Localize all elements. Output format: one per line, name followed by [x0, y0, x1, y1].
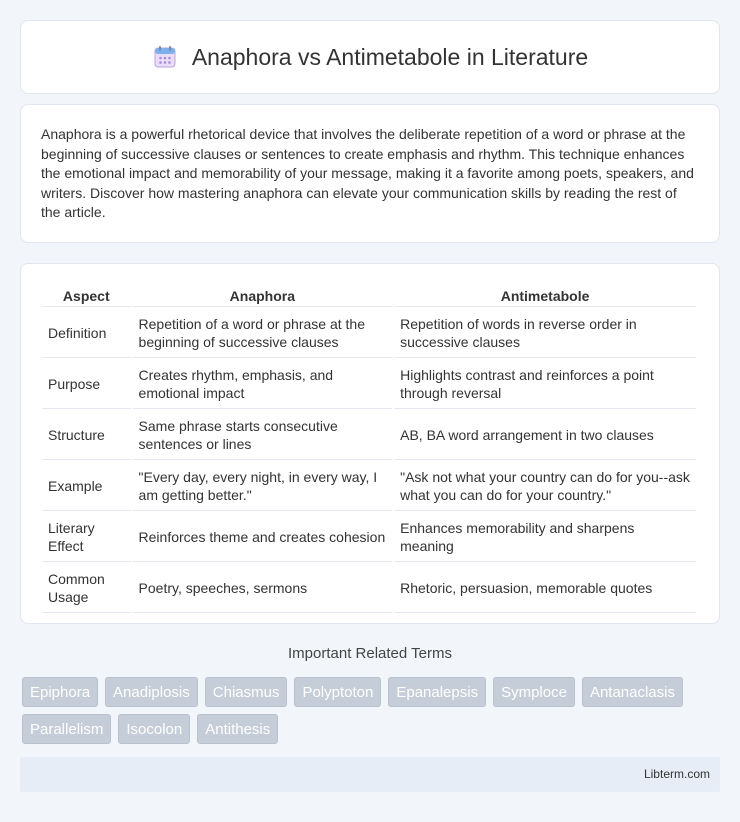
- cell-aspect: Definition: [42, 309, 131, 358]
- related-terms-title: Important Related Terms: [288, 645, 452, 662]
- intro-card: [20, 104, 720, 243]
- cell-anaphora: Same phrase starts consecutive sentences or lines: [133, 411, 393, 460]
- tag-chiasmus[interactable]: Chiasmus: [205, 677, 288, 707]
- cell-antimetabole: AB, BA word arrangement in two clauses: [394, 411, 696, 460]
- comparison-table: [40, 284, 698, 615]
- title-wrap: [152, 44, 588, 71]
- column-header-antimetabole: Antimetabole: [394, 286, 696, 307]
- tag-epiphora[interactable]: Epiphora: [22, 677, 98, 707]
- tag-polyptoton[interactable]: Polyptoton: [294, 677, 381, 707]
- intro-paragraph: Anaphora is a powerful rhetorical device that involves the deliberate repetition of a word or phrase at the beginning of successive clauses or sentences to create emphasis and rhythm. This technique enhances the emotional impact and memorability of your message, making it a favorite among poets, speakers, and writers. Discover how mastering anaphora can elevate your communication skills by reading the rest of the article.: [41, 126, 694, 220]
- cell-antimetabole: "Ask not what your country can do for you--ask what you can do for your country.": [394, 462, 696, 511]
- cell-antimetabole: Rhetoric, persuasion, memorable quotes: [394, 564, 696, 613]
- table-row: [42, 360, 696, 409]
- table-row: [42, 564, 696, 613]
- cell-antimetabole: Repetition of words in reverse order in successive clauses: [394, 309, 696, 358]
- calendar-icon: [152, 44, 178, 70]
- cell-aspect: Example: [42, 462, 131, 511]
- footer: [20, 757, 720, 792]
- cell-aspect: Purpose: [42, 360, 131, 409]
- tag-parallelism[interactable]: Parallelism: [22, 714, 111, 744]
- table-row: [42, 411, 696, 460]
- table-row: [42, 309, 696, 358]
- cell-aspect: Common Usage: [42, 564, 131, 613]
- cell-antimetabole: Enhances memorability and sharpens meaning: [394, 513, 696, 562]
- tag-antanaclasis[interactable]: Antanaclasis: [582, 677, 683, 707]
- tag-isocolon[interactable]: Isocolon: [118, 714, 190, 744]
- cell-aspect: Structure: [42, 411, 131, 460]
- tag-anadiplosis[interactable]: Anadiplosis: [105, 677, 198, 707]
- table-row: [42, 462, 696, 511]
- column-header-anaphora: Anaphora: [133, 286, 393, 307]
- table-header-row: [42, 286, 696, 307]
- cell-anaphora: Poetry, speeches, sermons: [133, 564, 393, 613]
- cell-anaphora: Repetition of a word or phrase at the beginning of successive clauses: [133, 309, 393, 358]
- cell-anaphora: Reinforces theme and creates cohesion: [133, 513, 393, 562]
- tag-antithesis[interactable]: Antithesis: [197, 714, 278, 744]
- table-row: [42, 513, 696, 562]
- comparison-table-card: [20, 263, 720, 624]
- header-card: [20, 20, 720, 94]
- cell-antimetabole: Highlights contrast and reinforces a point through reversal: [394, 360, 696, 409]
- related-terms-tags: [22, 677, 722, 744]
- cell-aspect: Literary Effect: [42, 513, 131, 562]
- cell-anaphora: Creates rhythm, emphasis, and emotional impact: [133, 360, 393, 409]
- tag-symploce[interactable]: Symploce: [493, 677, 575, 707]
- tag-epanalepsis[interactable]: Epanalepsis: [388, 677, 486, 707]
- cell-anaphora: "Every day, every night, in every way, I am getting better.": [133, 462, 393, 511]
- footer-site-link[interactable]: Libterm.com: [643, 767, 710, 781]
- column-header-aspect: Aspect: [42, 286, 131, 307]
- page-title: Anaphora vs Antimetabole in Literature: [191, 43, 589, 70]
